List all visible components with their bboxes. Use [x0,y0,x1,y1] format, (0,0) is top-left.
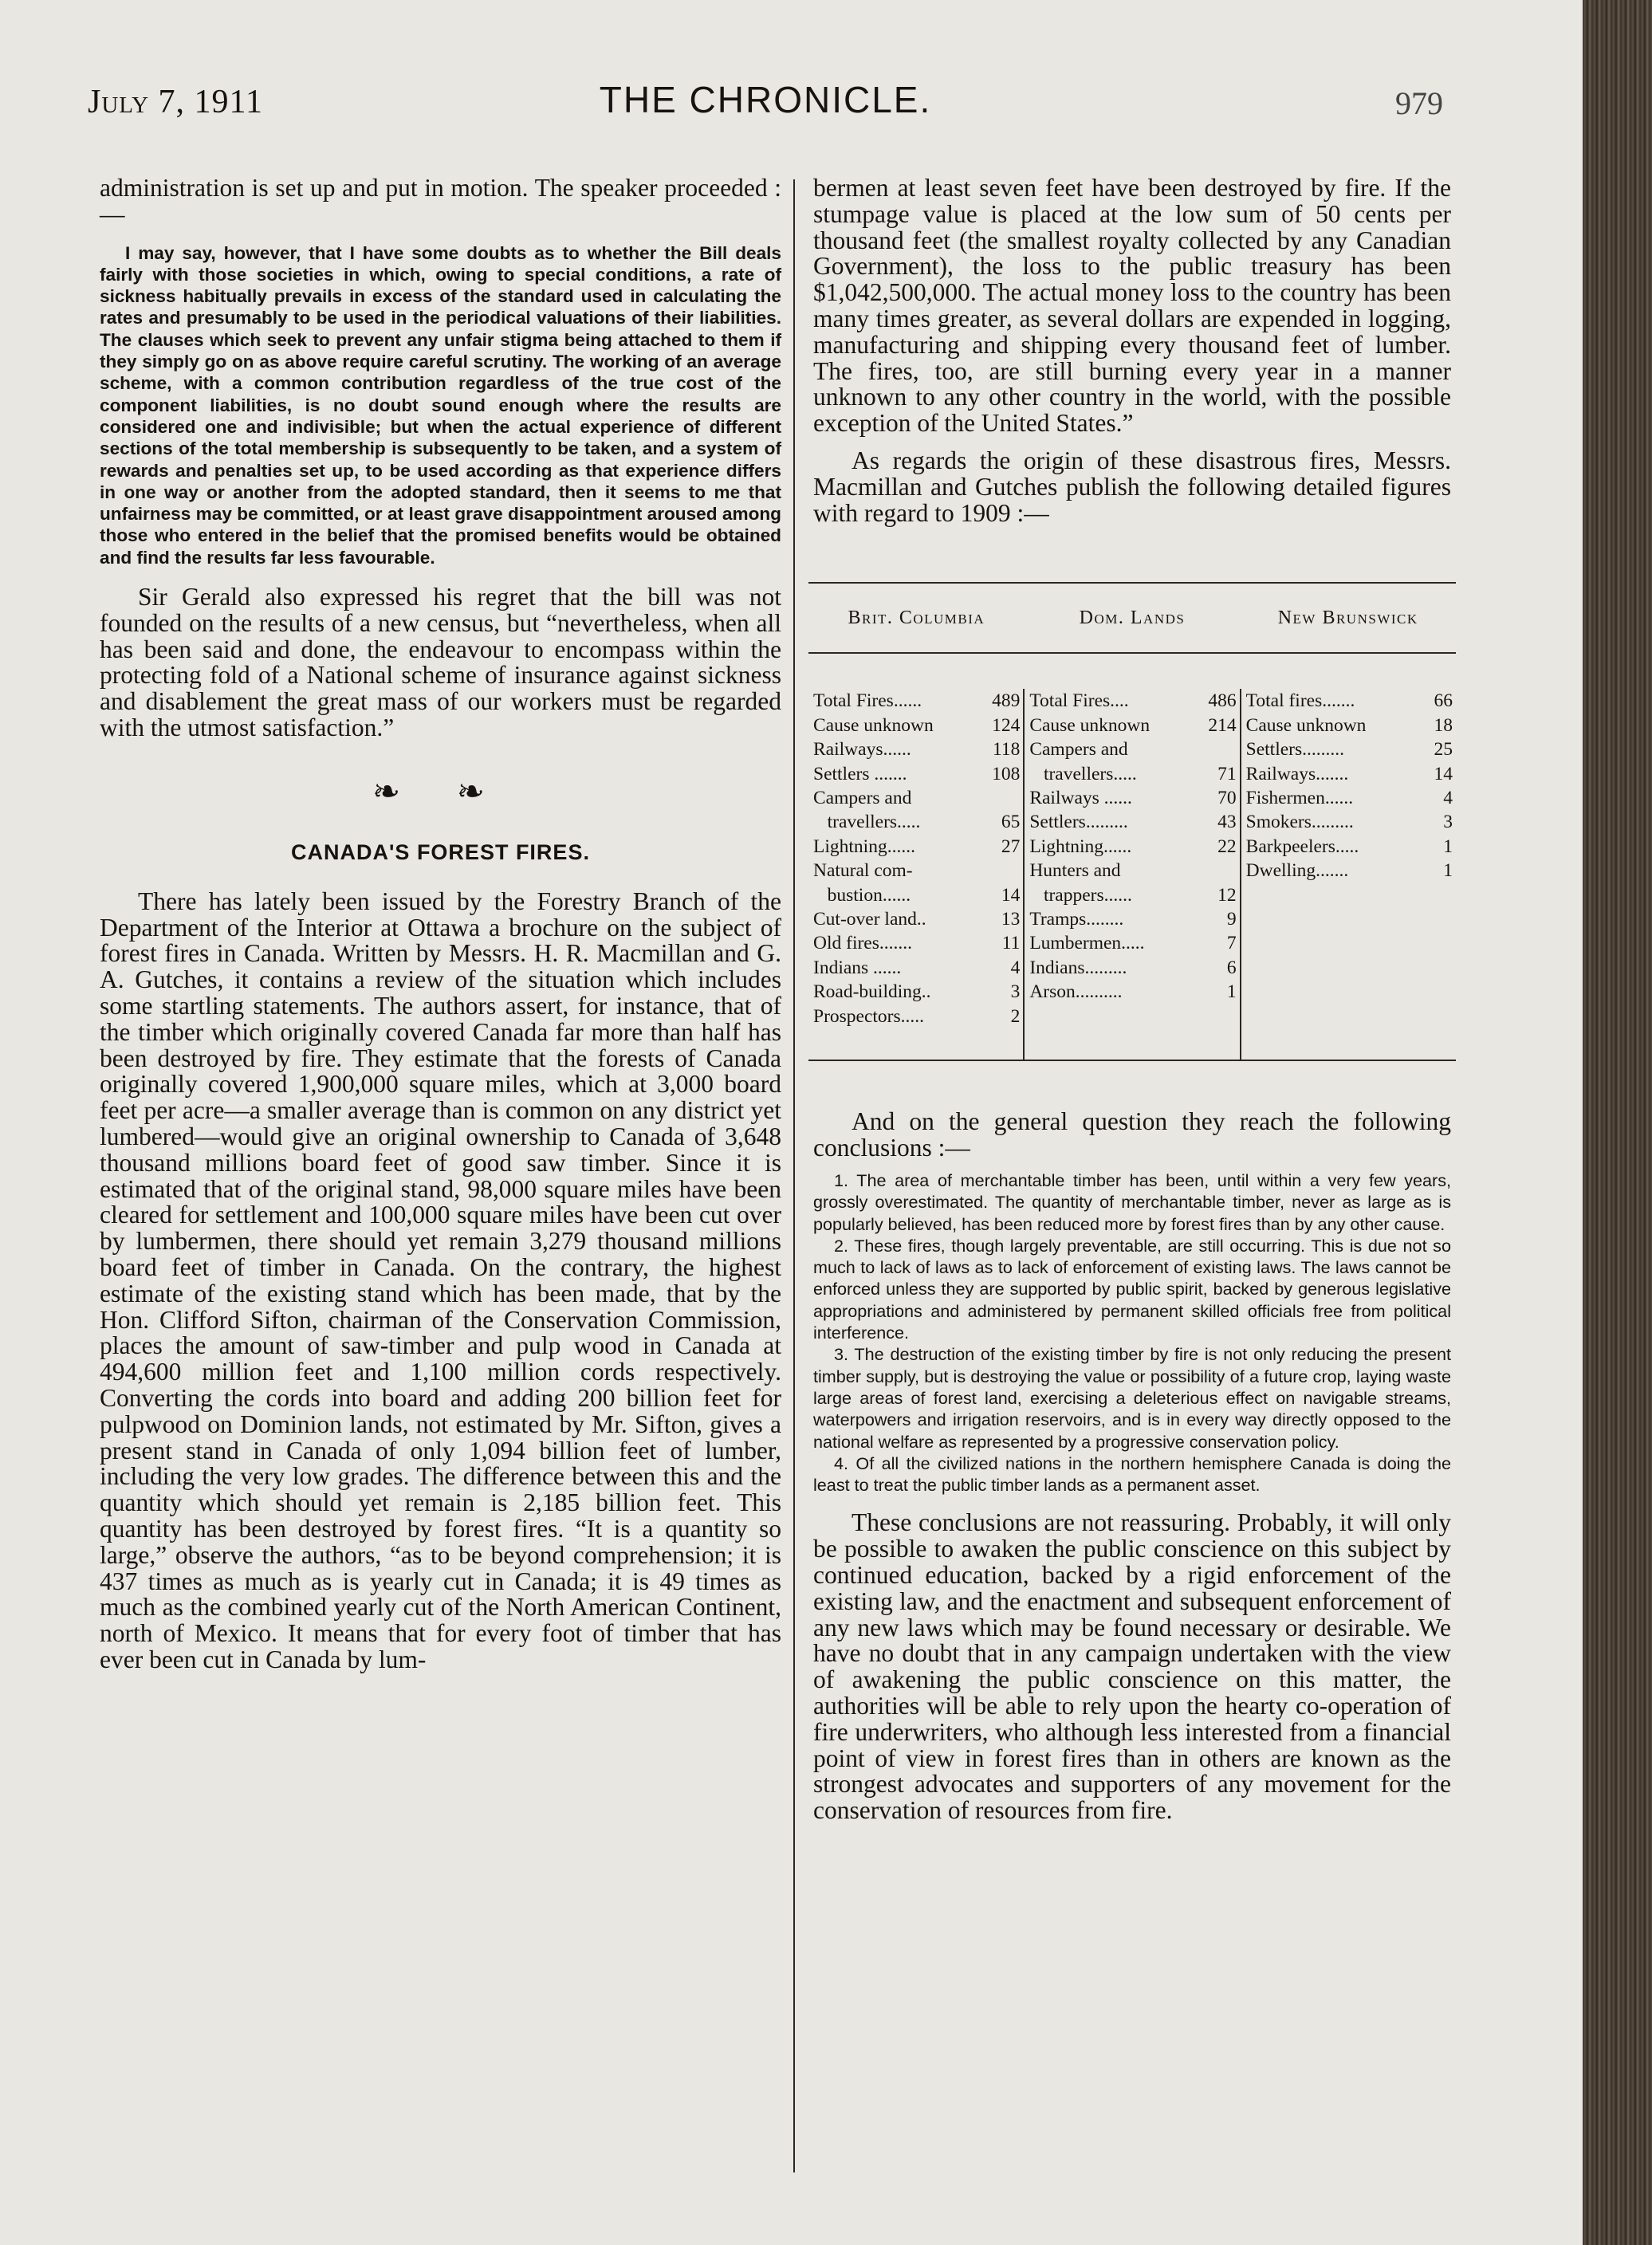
cause-count: 13 [1001,909,1021,930]
cause-label: Settlers......... [1245,739,1345,761]
cause-label: Tramps........ [1029,909,1124,930]
cause-label: Lightning...... [1029,835,1132,857]
cause-count: 108 [992,763,1021,784]
cause-label: travellers..... [813,812,921,833]
table-row [1029,907,1236,931]
cause-label: Settlers ....... [813,763,907,784]
cause-count: 70 [1217,787,1237,808]
table-row [1029,835,1236,859]
cause-label: Lumbermen..... [1029,933,1145,954]
cause-label: Total fires....... [1245,690,1355,712]
section-ornament: ❧ ❧ [372,773,509,811]
page-header [88,78,1443,134]
cause-count: 66 [1434,690,1453,712]
cause-label: Dwelling....... [1245,860,1349,882]
cause-label: Road-building.. [813,981,931,1003]
cause-label: Settlers......... [1029,812,1128,833]
table-row [1029,786,1236,810]
cause-label: Campers and [813,787,912,808]
cause-label: Indians......... [1029,957,1127,978]
table-row [1246,737,1453,761]
cause-label: Old fires....... [813,933,913,954]
table-row [1246,835,1453,859]
cause-count: 22 [1217,835,1237,857]
cause-label: Total Fires.... [1029,690,1129,712]
cause-label: Indians ...... [813,957,902,978]
cause-label: Cause unknown [1245,714,1367,736]
cause-count: 14 [1001,884,1021,906]
gerald-paragraph: Sir Gerald also expressed his regret that the bill was not founded on the results of a new census, but “nevertheless, when all has been said and done, the endeavour to encompass within the protecting fold of a National scheme of insurance against sickness and disablement the great mass of our workers must be regarded with the utmost satisfaction.” [100,583,781,742]
cause-label: Railways....... [1245,763,1349,784]
cause-count: 2 [1010,1005,1021,1027]
cause-count: 27 [1001,835,1021,857]
table-row [813,689,1020,713]
table-row [813,883,1020,907]
cause-count [1015,786,1020,810]
cause-count [1232,737,1237,761]
left-column [100,175,781,1673]
cause-count: 3 [1010,981,1021,1003]
table-row [1029,980,1236,1004]
cause-label: Lightning...... [813,835,915,857]
cause-count: 9 [1226,909,1237,930]
column-divider [793,179,795,2172]
table-row [1246,714,1453,737]
cause-count: 65 [1001,812,1021,833]
cause-label: bustion...... [813,884,911,906]
cause-label: Total Fires...... [813,690,922,712]
cause-label: Railways ...... [1029,787,1132,808]
table-row [1029,737,1236,761]
book-binding-edge [1583,0,1652,2245]
cause-count: 1 [1443,860,1453,882]
cause-label: trappers...... [1029,884,1132,906]
table-row [1246,762,1453,786]
final-paragraph: These conclusions are not reassuring. Probably, it will only be possible to awaken the public conscience on this subject by continued education, backed by a rigid enforcement of the existing law, and the enactment and subsequent enforcement of any new laws which may be found necessary or desirable. We have no doubt that in any campaign undertaken with the view of awakening the public conscience on this matter, the authorities will be able to rely upon the hearty co-operation of fire underwriters, who although less interested from a financial point of view in forest fires than in others are known as the strongest advocates and supporters of any movement for the conservation of resources from fire. [813,1508,1451,1825]
cause-count: 43 [1217,812,1237,833]
cause-count: 3 [1443,812,1453,833]
conclusion-item: 2. These fires, though largely preventable, are still occurring. This is due not so much to lack of laws as to lack of enforcement of existing laws. The laws cannot be enforced unless they are supported by public spirit, backed by generous legislative appropriations and administered by permanent skilled officials free from political interference. [813,1235,1451,1343]
continued-paragraph: bermen at least seven feet have been destroyed by fire. If the stumpage value is placed at the low sum of 50 cents per thousand feet (the smallest royalty collected by any Canadian Government), the loss to the public treasury has been $1,042,500,000. The actual money loss to the country has been many times greater, as several dollars are expended in logging, manufacturing and shipping every thousand feet of lumber. The fires, too, are still burning every year in a manner unknown to any other country in the world, with the possible exception of the United States.” [813,174,1451,438]
table-body [808,654,1456,1060]
cause-label: Cut-over land.. [813,909,926,930]
conclusion-item: 1. The area of merchantable timber has been, until within a very few years, grossly overestimated. The quantity of merchantable timber, never as large as is popularly believed, has been reduced more by forest fires than by any other cause. [813,1170,1451,1234]
cause-label: Fishermen...... [1245,787,1354,808]
cause-label: Natural com- [813,860,913,882]
table-row [813,980,1020,1004]
cause-count: 4 [1443,787,1453,808]
cause-count: 14 [1434,763,1453,784]
intro-paragraph: administration is set up and put in motion. The speaker proceeded :— [100,174,781,228]
cause-label: Barkpeelers..... [1245,835,1359,857]
table-header-row [808,584,1456,652]
table-row [1029,883,1236,907]
table-bottom-rule [808,1060,1456,1061]
table-row [813,956,1020,980]
fire-causes-table [808,582,1456,1061]
table-header-nb: New Brunswick [1277,607,1418,628]
table-column-dom [1023,689,1239,1060]
table-row [813,835,1020,859]
table-row [813,762,1020,786]
table-row [813,786,1020,810]
cause-count: 7 [1226,933,1237,954]
table-row [1029,689,1236,713]
cause-count: 71 [1217,763,1237,784]
article-headline: CANADA'S FOREST FIRES. [291,839,590,864]
forest-fires-paragraph: There has lately been issued by the Forestry Branch of the Department of the Interior at Ottawa a brochure on the subject of forest fires in Canada. Written by Messrs. H. R. Macmillan and G. A. Gutches, it contains a review of the situation which includes some startling statements. The authors assert, for instance, that of the timber which originally covered Canada far more than half has been destroyed by fire. They estimate that the forests of Canada originally covered 1,900,000 square miles, which at 3,000 board feet per acre—a smaller average than is common on any district yet lumbered—would give an original ownership to Canada of 3,648 thousand millions board feet of good saw timber. Since it is estimated that of the original stand, 98,000 square miles have been cleared for settlement and 100,000 square miles have been cut over by lumbermen, there should yet remain 3,279 thousand millions board feet of timber in Canada. On the contrary, the highest estimate of the existing stand which has been made, that by the Hon. Clifford Sifton, chairman of the Conservation Commission, places the amount of saw-timber and pulp wood in Canada at 494,600 million feet and 1,100 million cords respectively. Converting the cords into board and adding 200 billion feet for pulpwood on Dominion lands, not estimated by Mr. Sifton, gives a present stand in Canada of only 1,094 billion feet of lumber, including the very low grades. The difference between this and the quantity which should yet remain is 2,185 billion feet. This quantity has been destroyed by forest fires. “It is a quantity so large,” observe the authors, “as to be beyond comprehension; it is 437 times as much as is yearly cut in Canada; it is 49 times as much as the combined yearly cut of the North American Continent, north of Mexico. It means that for every foot of timber that has ever been cut in Canada by lum- [100,887,781,1673]
cause-count [1015,859,1020,883]
table-row [1029,956,1236,980]
issue-date: July 7, 1911 [88,84,263,120]
table-row [813,737,1020,761]
general-question-paragraph: And on the general question they reach the following conclusions :— [813,1107,1451,1162]
cause-count: 6 [1226,957,1237,978]
table-row [1029,762,1236,786]
cause-count: 486 [1208,690,1237,712]
table-row [813,1005,1020,1028]
table-row [1029,810,1236,834]
cause-label: Smokers......... [1245,812,1354,833]
cause-count: 1 [1443,835,1453,857]
table-row [813,859,1020,883]
cause-label: Railways...... [813,739,911,761]
table-row [1246,689,1453,713]
table-column-bc [808,689,1023,1060]
cause-count: 4 [1010,957,1021,978]
cause-label: Cause unknown [1029,714,1150,736]
right-column [813,175,1451,1824]
page-number: 979 [1395,85,1443,121]
cause-count: 18 [1434,714,1453,736]
cause-count: 11 [1001,933,1021,954]
cause-label: travellers..... [1029,763,1137,784]
cause-count: 1 [1226,981,1237,1003]
table-row [813,931,1020,955]
cause-count: 25 [1434,739,1453,761]
table-header-bc: Brit. Columbia [848,607,985,628]
table-header-dom: Dom. Lands [1079,607,1186,628]
table-row [1246,810,1453,834]
table-row [1246,859,1453,883]
table-row [813,810,1020,834]
table-row [813,907,1020,931]
cause-label: Cause unknown [813,714,934,736]
table-row [1246,786,1453,810]
table-column-nb [1240,689,1456,1060]
table-row [813,714,1020,737]
conclusion-item: 3. The destruction of the existing timber by fire is not only reducing the present timber supply, but is destroying the value or possibility of a future crop, laying waste large areas of forest land, exercising a deleterious effect on navigable streams, waterpowers and irrigation reservoirs, and is in every way directly opposed to the national welfare as represented by a progressive conservation policy. [813,1344,1451,1452]
cause-label: Arson.......... [1029,981,1123,1003]
cause-count: 214 [1208,714,1237,736]
quoted-speech: I may say, however, that I have some doubts as to whether the Bill deals fairly with those societies in which, owing to special conditions, a rate of sickness habitually prevails in excess of the standard used in calculating the rates and presumably to be used in the periodical valuations of their liabilities. The clauses which seek to prevent any unfair stigma being attached to them if they simply go on as above require careful scrutiny. The working of an average scheme, with a common contribution regardless of the true cost of the component liabilities, is no doubt sound enough where the results are considered one and indivisible; but when the actual experience of different sections of the total membership is subsequently to be taken, and a system of rewards and penalties set up, to be used according as that experience differs in one way or another from the adopted standard, then it seems to me that unfairness may be committed, or at least grave disappointment aroused among those who entered in the belief that the promised benefits would be obtained and find the results far less favourable. [100,242,781,568]
conclusions-list [813,1170,1451,1496]
cause-count: 12 [1217,884,1237,906]
table-row [1029,714,1236,737]
publication-title: THE CHRONICLE. [599,79,932,120]
table-row [1029,859,1236,883]
origin-paragraph: As regards the origin of these disastrous fires, Messrs. Macmillan and Gutches publish the following detailed figures with regard to 1909 :— [813,446,1451,527]
cause-count: 124 [992,714,1021,736]
cause-count: 118 [992,739,1021,761]
table-row [1029,931,1236,955]
cause-count: 489 [992,690,1021,712]
cause-label: Hunters and [1029,860,1121,882]
conclusion-item: 4. Of all the civilized nations in the northern hemisphere Canada is doing the least to treat the public timber lands as a permanent asset. [813,1453,1451,1496]
cause-count [1232,859,1237,883]
cause-label: Campers and [1029,739,1128,761]
cause-label: Prospectors..... [813,1005,925,1027]
